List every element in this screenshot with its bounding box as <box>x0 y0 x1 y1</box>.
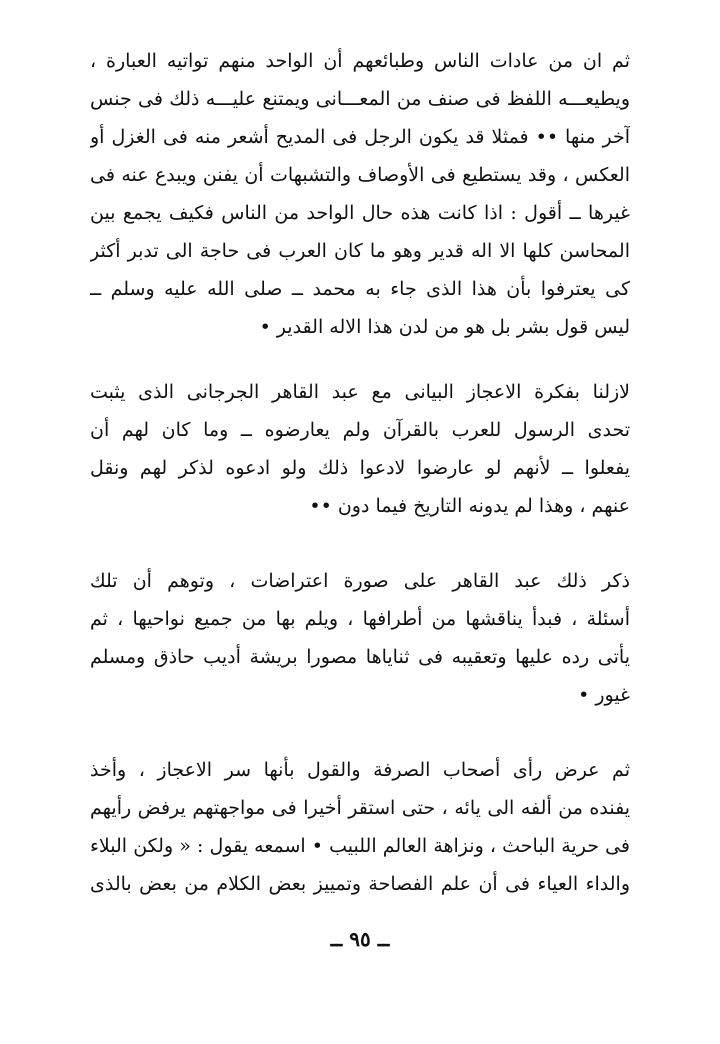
text-line: غيور • <box>578 684 630 706</box>
paragraph-2 <box>90 373 630 525</box>
text-line: يفعلوا ــ لأنهم لو عارضوا لادعوا ذلك ولو ادعوه لذكر لهم ونقل <box>90 457 630 479</box>
text-line: فى حرية الباحث ، ونزاهة العالم اللبيب • اسمعه يقول : « ولكن البلاء <box>90 835 630 857</box>
text-line: تحدى الرسول للعرب بالقرآن ولم يعارضوه ــ وما كان لهم أن <box>90 419 630 441</box>
text-line: لازلنا بفكرة الاعجاز البيانى مع عبد القاهر الجرجانى الذى يثبت <box>90 381 630 403</box>
text-line: آخر منها •• فمثلا قد يكون الرجل فى المديح أشعر منه فى الغزل أو <box>90 126 630 148</box>
paragraph-1 <box>90 42 630 346</box>
paragraph-3 <box>90 562 630 714</box>
text-line: عنهم ، وهذا لم يدونه التاريخ فيما دون •• <box>309 495 630 517</box>
text-line: أسئلة ، فبدأ يناقشها من أطرافها ، ويلم بها من جميع نواحيها ، ثم <box>90 608 630 630</box>
text-line: يأتى رده عليها وتعقيبه فى ثناياها مصورا بريشة أديب حاذق ومسلم <box>90 646 630 668</box>
text-line: والداء العياء فى أن علم الفصاحة وتمييز بعض الكلام من بعض بالذى <box>90 873 630 895</box>
text-line: يفنده من ألفه الى يائه ، حتى استقر أخيرا فى مواجهتهم يرفض رأيهم <box>90 797 630 819</box>
text-line: كى يعترفوا بأن هذا الذى جاء به محمد ــ صلى الله عليه وسلم ــ <box>90 278 630 300</box>
text-line: العكس ، وقد يستطيع فى الأوصاف والتشبهات أن يفنن ويبدع عنه فى <box>90 164 630 186</box>
text-line: المحاسن كلها الا اله قدير وهو ما كان العرب فى حاجة الى تدبر أكثر <box>90 240 630 262</box>
text-line: غيرها ــ أقول : اذا كانت هذه حال الواحد من الناس فكيف يجمع بين <box>90 202 630 224</box>
text-line: ثم عرض رأى أصحاب الصرفة والقول بأنها سر الاعجاز ، وأخذ <box>90 759 630 781</box>
text-line: ويطيعـــه اللفظ فى صنف من المعـــانى ويمتنع عليـــه ذلك فى جنس <box>90 88 630 110</box>
text-line: ذكر ذلك عبد القاهر على صورة اعتراضات ، وتوهم أن تلك <box>90 570 630 592</box>
paragraph-4 <box>90 751 630 903</box>
page-number: ــ ٩٥ ــ <box>330 927 390 951</box>
text-line: ثم ان من عادات الناس وطبائعهم أن الواحد منهم تواتيه العبارة ، <box>90 50 630 72</box>
text-line: ليس قول بشر بل هو من لدن هذا الاله القدير • <box>259 316 630 338</box>
